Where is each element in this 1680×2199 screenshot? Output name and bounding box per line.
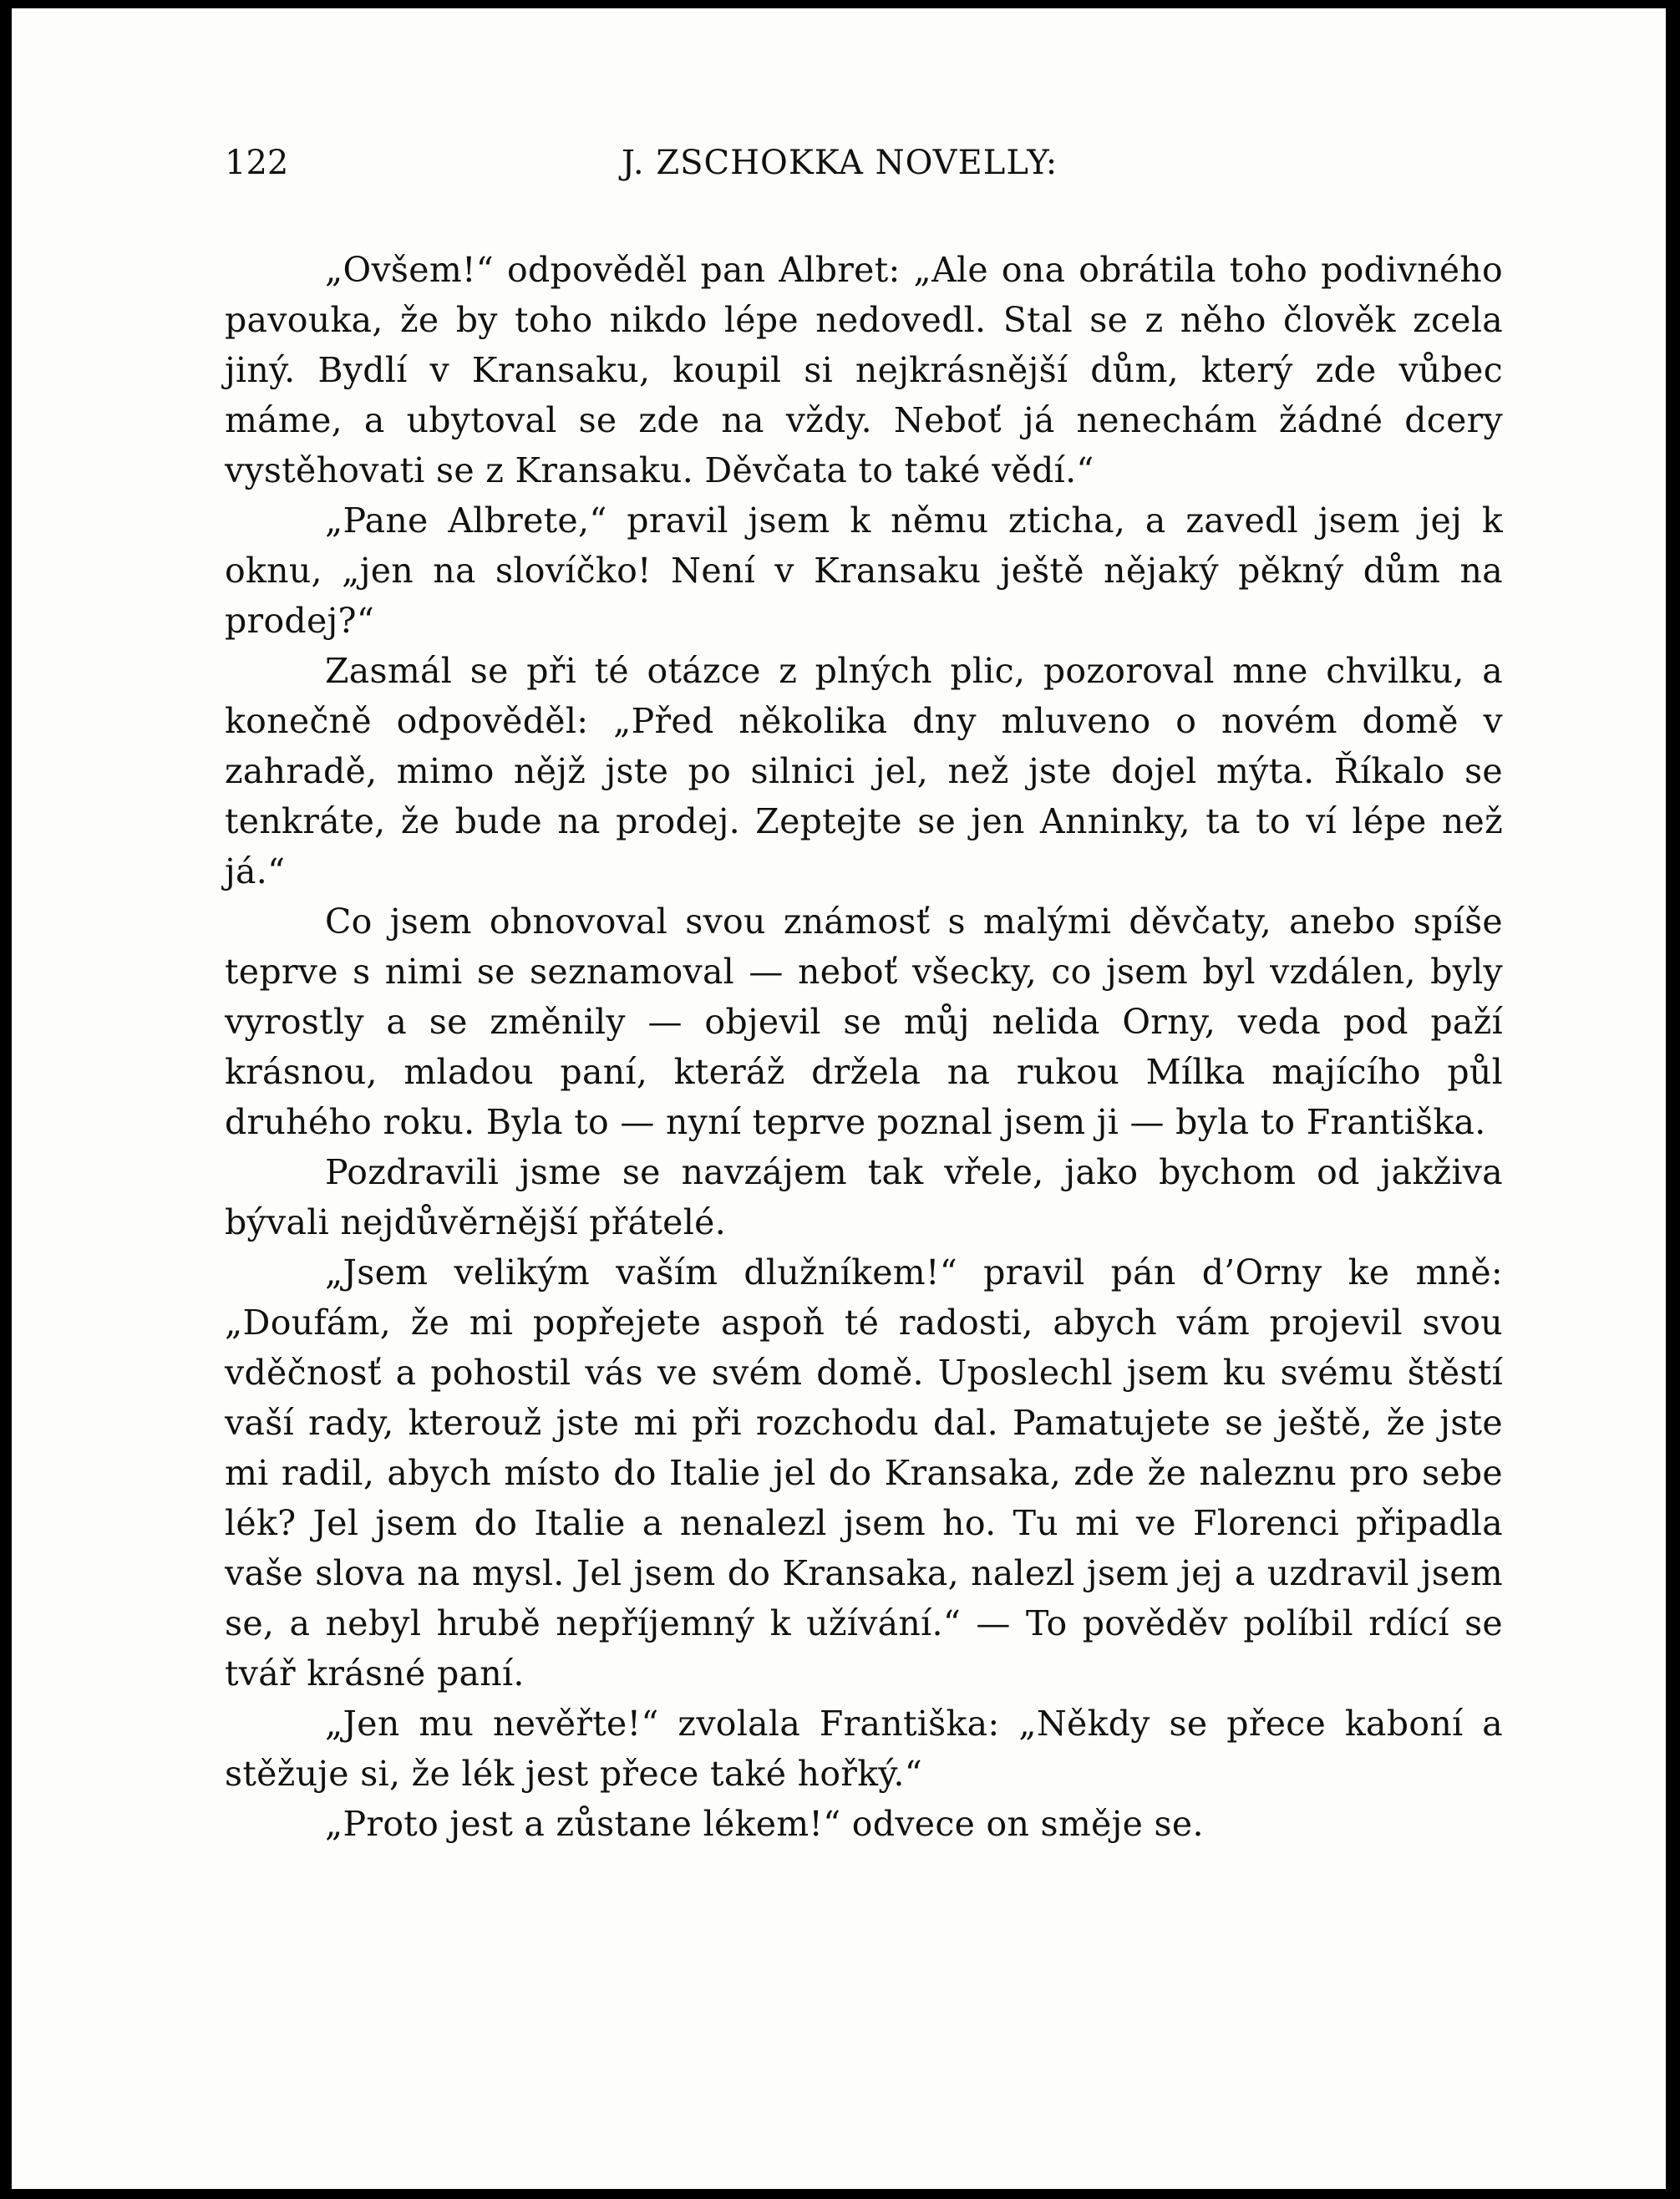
- page-number: 122: [225, 144, 289, 182]
- paragraph: Zasmál se při té otázce z plných plic, pozoroval mne chvilku, a konečně odpověděl: „Před několika dny mluveno o novém domě v zahradě, mimo nějž jste po silnici jel, než jste dojel mýta. Říkalo se tenkráte, že bude na prodej. Zeptejte se jen Anninky, ta to ví lépe než já.“: [225, 651, 1503, 891]
- book-page: [12, 8, 1666, 2189]
- paragraph: „Jen mu nevěřte!“ zvolala Františka: „Někdy se přece kaboní a stěžuje si, že lék jest přece také hořký.“: [225, 1704, 1503, 1794]
- paragraph: Co jsem obnovoval svou známosť s malými děvčaty, anebo spíše teprve s nimi se seznamoval — neboť všecky, co jsem byl vzdálen, byly vyrostly a se změnily — objevil se můj nelida Orny, veda pod paží krásnou, mladou paní, kteráž držela na rukou Mílka majícího půl druhého roku. Byla to — nyní teprve poznal jsem ji — byla to Františka.: [225, 901, 1503, 1142]
- paragraph: „Jsem velikým vaším dlužníkem!“ pravil pán d’Orny ke mně: „Doufám, že mi popřejete aspoň té radosti, abych vám projevil svou vděčnosť a pohostil vás ve svém domě. Uposlechl jsem ku svému štěstí vaší rady, kterouž jste mi při rozchodu dal. Pamatujete se ještě, že jste mi radil, abych místo do Italie jel do Kransaka, zde že naleznu pro sebe lék? Jel jsem do Italie a nenalezl jsem ho. Tu mi ve Florenci připadla vaše slova na mysl. Jel jsem do Kransaka, nalezl jsem jej a uzdravil jsem se, a nebyl hrubě nepříjemný k užívání.“ — To pověděv políbil rdící se tvář krásné paní.: [225, 1252, 1503, 1694]
- running-title: J. ZSCHOKKA NOVELLY:: [622, 144, 1058, 182]
- page-header: [225, 144, 1503, 194]
- paragraph: Pozdravili jsme se navzájem tak vřele, jako bychom od jakživa bývali nejdůvěrnější přátelé.: [225, 1152, 1503, 1242]
- paragraph: „Ovšem!“ odpověděl pan Albret: „Ale ona obrátila toho podivného pavouka, že by toho nikdo lépe nedovedl. Stal se z něho člověk zcela jiný. Bydlí v Kransaku, koupil si nejkrásnější dům, který zde vůbec máme, a ubytoval se zde na vždy. Neboť já nenechám žádné dcery vystěhovati se z Kransaku. Děvčata to také vědí.“: [225, 250, 1503, 490]
- paragraph: „Pane Albrete,“ pravil jsem k němu zticha, a zavedl jsem jej k oknu, „jen na slovíčko! Není v Kransaku ještě nějaký pěkný dům na prodej?“: [225, 500, 1503, 641]
- body-text: [225, 245, 1503, 1849]
- paragraph: „Proto jest a zůstane lékem!“ odvece on směje se.: [325, 1804, 1204, 1844]
